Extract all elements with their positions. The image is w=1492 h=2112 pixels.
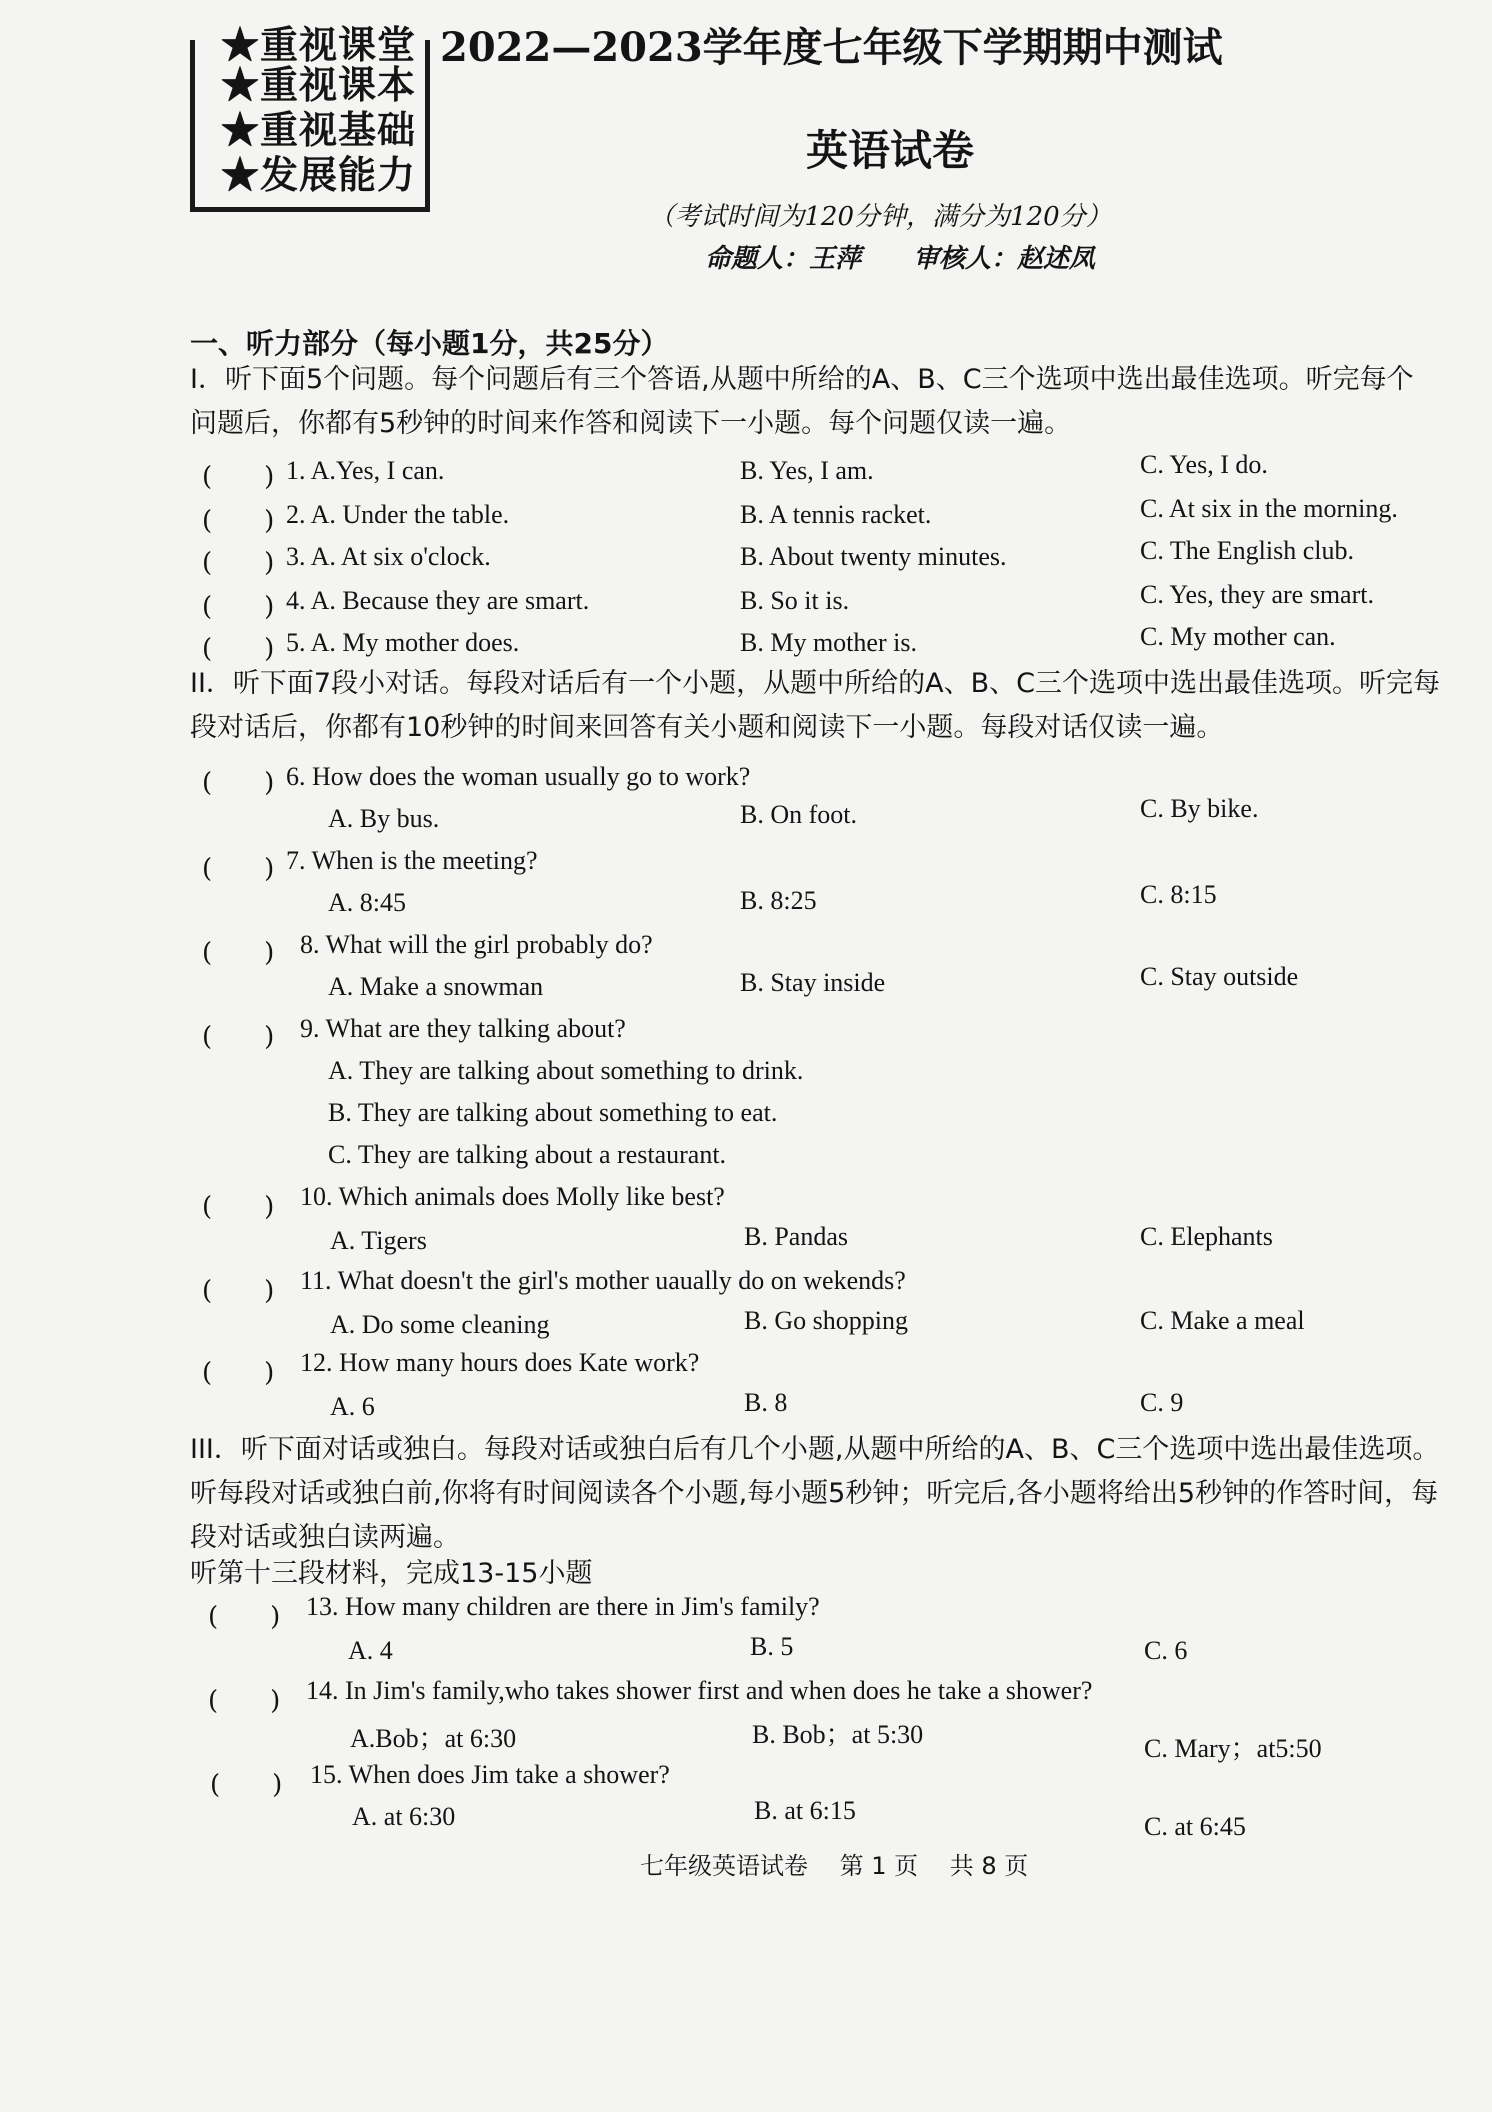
option-b: B. So it is. (740, 586, 850, 615)
answer-blank[interactable]: ( ) (202, 1022, 275, 1052)
section-title: 一、听力部分（每小题1分，共25分） (190, 327, 669, 360)
option-b: B. at 6:15 (754, 1796, 856, 1825)
motto-box (190, 22, 430, 212)
question-text: 5. A. My mother does. (286, 628, 520, 657)
part1-instructions: I．听下面5个问题。每个问题后有三个答语,从题中所给的A、B、C三个选项中选出最佳选项。听完每个问题后，你都有5秒钟的时间来作答和阅读下一小题。每个问题仅读一遍。 (190, 364, 1414, 439)
question-text: 6. How does the woman usually go to work? (286, 762, 751, 791)
option-c: C. They are talking about a restaurant. (328, 1140, 727, 1169)
option-b: B. About twenty minutes. (740, 542, 1007, 571)
question-text: 1. A.Yes, I can. (286, 456, 445, 485)
answer-blank[interactable]: ( ) (210, 1770, 283, 1800)
question-text: 8. What will the girl probably do? (300, 930, 653, 959)
option-a: A. at 6:30 (352, 1802, 456, 1831)
exam-authors: 命题人：王萍 审核人：赵述凤 (704, 244, 1095, 274)
question-text: 9. What are they talking about? (300, 1014, 626, 1043)
motto-line: ★发展能力 (221, 152, 417, 197)
answer-blank[interactable]: ( ) (202, 854, 275, 884)
answer-blank[interactable]: ( ) (202, 634, 275, 664)
question-text: 11. What doesn't the girl's mother uaually do on wekends? (300, 1266, 906, 1295)
answer-blank[interactable]: ( ) (208, 1602, 281, 1632)
option-c: C. By bike. (1140, 794, 1259, 823)
option-c: C. 6 (1144, 1636, 1188, 1665)
option-c: C. Make a meal (1140, 1306, 1305, 1335)
answer-blank[interactable]: ( ) (202, 592, 275, 622)
motto-line: ★重视课本 (221, 62, 417, 107)
option-a: A.Bob；at 6:30 (350, 1724, 517, 1753)
option-a: A. 4 (348, 1636, 393, 1665)
motto-line: ★重视基础 (221, 107, 417, 152)
option-c: C. Yes, they are smart. (1140, 580, 1374, 609)
option-b: B. They are talking about something to eat. (328, 1098, 778, 1127)
answer-blank[interactable]: ( ) (202, 506, 275, 536)
page-footer: 七年级英语试卷 第 1 页 共 8 页 (640, 1852, 1029, 1880)
option-c: C. 8:15 (1140, 880, 1217, 909)
option-c: C. at 6:45 (1144, 1812, 1246, 1841)
question-text: 7. When is the meeting? (286, 846, 538, 875)
subject-title: 英语试卷 (805, 126, 974, 175)
part2-instructions: II．听下面7段小对话。每段对话后有一个小题，从题中所给的A、B、C三个选项中选出最佳选项。听完每段对话后，你都有10秒钟的时间来回答有关小题和阅读下一小题。每段对话仅读一遍。 (190, 668, 1440, 743)
option-b: B. Bob；at 5:30 (752, 1720, 924, 1749)
answer-blank[interactable]: ( ) (208, 1686, 281, 1716)
option-a: A. Do some cleaning (330, 1310, 550, 1339)
option-c: C. At six in the morning. (1140, 494, 1398, 523)
option-c: C. Mary；at5:50 (1144, 1734, 1322, 1763)
option-a: A. They are talking about something to drink. (328, 1056, 804, 1085)
answer-blank[interactable]: ( ) (202, 1358, 275, 1388)
question-text: 14. In Jim's family,who takes shower first and when does he take a shower? (306, 1676, 1093, 1705)
option-c: C. My mother can. (1140, 622, 1336, 651)
option-b: B. Stay inside (740, 968, 886, 997)
option-c: C. Yes, I do. (1140, 450, 1268, 479)
answer-blank[interactable]: ( ) (202, 768, 275, 798)
option-a: A. Make a snowman (328, 972, 544, 1001)
exam-title: 2022—2023学年度七年级下学期期中测试 (440, 24, 1223, 71)
option-b: B. 5 (750, 1632, 794, 1661)
option-b: B. 8:25 (740, 886, 817, 915)
question-text: 4. A. Because they are smart. (286, 586, 590, 615)
question-text: 15. When does Jim take a shower? (310, 1760, 670, 1789)
question-text: 13. How many children are there in Jim's family? (306, 1592, 820, 1621)
option-c: C. Elephants (1140, 1222, 1273, 1251)
option-a: A. 8:45 (328, 888, 406, 917)
material-heading: 听第十三段材料，完成13-15小题 (190, 1558, 593, 1589)
option-b: B. A tennis racket. (740, 500, 932, 529)
option-b: B. My mother is. (740, 628, 917, 657)
question-text: 2. A. Under the table. (286, 500, 510, 529)
answer-blank[interactable]: ( ) (202, 1276, 275, 1306)
answer-blank[interactable]: ( ) (202, 548, 275, 578)
option-b: B. Yes, I am. (740, 456, 874, 485)
question-text: 10. Which animals does Molly like best? (300, 1182, 725, 1211)
option-a: A. By bus. (328, 804, 440, 833)
option-c: C. 9 (1140, 1388, 1184, 1417)
option-a: A. 6 (330, 1392, 375, 1421)
question-text: 3. A. At six o'clock. (286, 542, 491, 571)
option-b: B. On foot. (740, 800, 857, 829)
exam-note: （考试时间为120分钟，满分为120分） (648, 202, 1112, 232)
option-c: C. The English club. (1140, 536, 1355, 565)
option-a: A. Tigers (330, 1226, 427, 1255)
option-b: B. Pandas (744, 1222, 848, 1251)
motto-line: ★重视课堂 (221, 22, 417, 67)
part3-instructions: III．听下面对话或独白。每段对话或独白后有几个小题,从题中所给的A、B、C三个选项中选出最佳选项。听每段对话或独白前,你将有时间阅读各个小题,每小题5秒钟；听完后,各小题将给出5秒钟的作答时间，每段对话或独白读两遍。 (190, 1434, 1440, 1553)
answer-blank[interactable]: ( ) (202, 462, 275, 492)
answer-blank[interactable]: ( ) (202, 1192, 275, 1222)
option-c: C. Stay outside (1140, 962, 1299, 991)
answer-blank[interactable]: ( ) (202, 938, 275, 968)
option-b: B. 8 (744, 1388, 788, 1417)
option-b: B. Go shopping (744, 1306, 908, 1335)
question-text: 12. How many hours does Kate work? (300, 1348, 700, 1377)
